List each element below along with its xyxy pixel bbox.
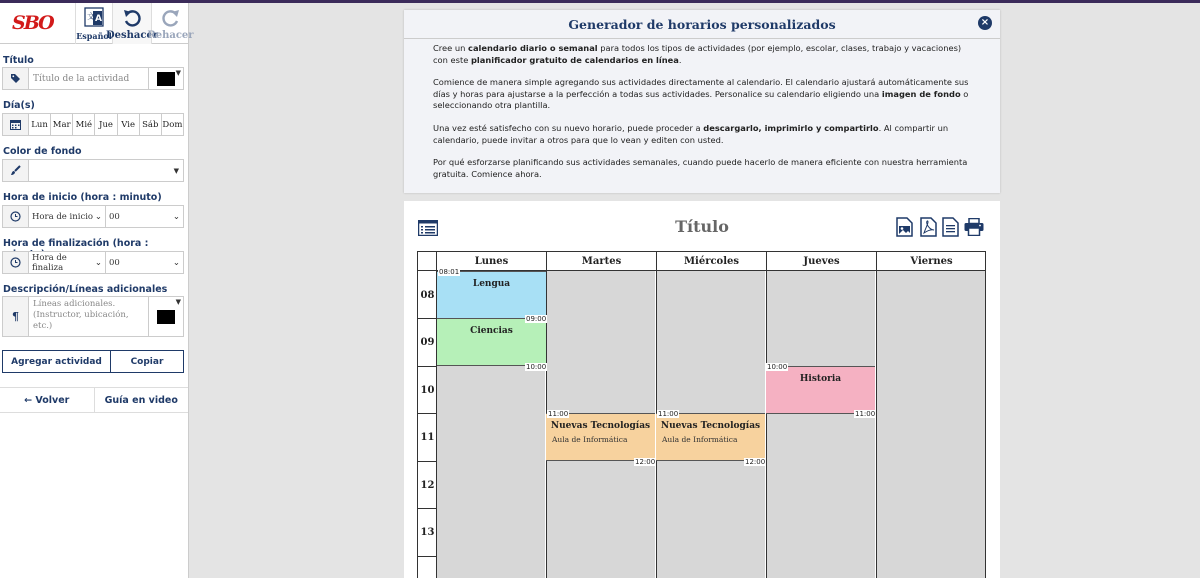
- end-minute-select[interactable]: [106, 252, 183, 273]
- clock-icon: [3, 206, 29, 227]
- hour-divider: [417, 318, 437, 319]
- chevron-down-icon: ⌄: [94, 211, 102, 222]
- info-paragraph-4: Por qué esforzarse planificando sus actividades semanales, cuando puede hacerlo de manera eficiente con nuestra herramienta gratuita. Comience ahora.: [433, 157, 968, 179]
- info-paragraph-1: Cree un calendario diario o semanal para todos los tipos de actividades (por ejemplo, escolar, clases, trabajo y vacaciones) con este planificador gratuito de calendarios en línea.: [433, 43, 962, 65]
- end-time-row: [2, 251, 184, 274]
- event-title: Ciencias: [470, 326, 513, 336]
- start-minute-select[interactable]: [106, 206, 183, 227]
- days-row: [2, 113, 184, 136]
- day-header: Lunes: [436, 251, 546, 271]
- day-column[interactable]: [876, 271, 986, 578]
- logo[interactable]: [12, 9, 56, 37]
- chevron-down-icon: ⌄: [172, 257, 180, 268]
- event-end-time: 09:00: [526, 315, 547, 323]
- document-export-icon[interactable]: [942, 217, 959, 237]
- redo-button[interactable]: [147, 3, 194, 44]
- svg-text:A: A: [95, 14, 102, 24]
- image-export-icon[interactable]: [896, 217, 913, 237]
- logo-text: SBO: [12, 12, 53, 34]
- event-block[interactable]: [437, 271, 546, 319]
- title-color-picker[interactable]: ▼: [149, 68, 183, 89]
- info-paragraph-3: Una vez esté satisfecho con su nuevo horario, puede proceder a descargarlo, imprimirlo y compartirlo. Al compartir un calendario, puede invitar a otros para que lo vean y editen con usted.: [433, 123, 949, 145]
- event-start-time: 10:00: [767, 363, 788, 371]
- bgcolor-label: Color de fondo: [3, 146, 82, 157]
- day-toggle[interactable]: Jue: [95, 114, 117, 135]
- event-end-time: 12:00: [745, 458, 766, 466]
- chevron-down-icon: ⌄: [94, 257, 102, 268]
- event-title: Historia: [799, 374, 842, 384]
- start-minute-value: 00: [109, 211, 120, 222]
- day-toggle[interactable]: Sáb: [140, 114, 162, 135]
- description-input[interactable]: Líneas adicionales. (Instructor, ubicación, etc.): [29, 297, 149, 336]
- day-toggle[interactable]: Dom: [162, 119, 183, 130]
- end-time-label: Hora de finalización (hora :: [3, 238, 149, 249]
- back-button[interactable]: ← Volver: [0, 388, 95, 412]
- redo-label: Rehacer: [147, 30, 194, 41]
- start-hour-select[interactable]: [29, 206, 106, 227]
- event-title: Nuevas Tecnologías: [660, 421, 761, 431]
- calendar-icon: [3, 114, 29, 135]
- hour-divider: [417, 508, 437, 509]
- info-panel: [404, 10, 1000, 193]
- event-start-time: 11:00: [548, 410, 569, 418]
- start-hour-value: Hora de inicio: [32, 211, 94, 222]
- day-toggle[interactable]: Mar: [51, 114, 73, 135]
- video-guide-button[interactable]: Guía en video: [104, 394, 178, 406]
- event-start-time: 11:00: [658, 410, 679, 418]
- hour-divider: [417, 556, 437, 557]
- start-time-label: Hora de inicio (hora : minuto): [3, 192, 162, 203]
- event-start-time: 08:01: [439, 268, 460, 276]
- hour-divider: [417, 366, 437, 367]
- event-end-time: 10:00: [526, 363, 547, 371]
- sidebar-footer: [0, 387, 188, 413]
- event-description: Aula de Informática: [662, 435, 738, 444]
- event-block[interactable]: [437, 318, 546, 366]
- event-title: Nuevas Tecnologías: [550, 421, 651, 431]
- redo-icon: [161, 8, 181, 28]
- undo-button[interactable]: [105, 3, 159, 44]
- event-block[interactable]: [656, 413, 765, 461]
- day-header: Viernes: [876, 251, 986, 271]
- add-activity-button[interactable]: Agregar actividad: [2, 350, 111, 373]
- description-label: Descripción/Líneas adicionales: [3, 284, 168, 295]
- info-paragraph-2: Comience de manera simple agregando sus actividades directamente al calendario. El calendario ajustará automáticamente sus días y horas para ajustarse a la perfección a todas sus actividades. Personalice su calendario eligiendo una imagen de fondo o seleccionando otra plantilla.: [433, 77, 969, 110]
- event-end-time: 12:00: [635, 458, 656, 466]
- day-toggle[interactable]: Vie: [118, 114, 140, 135]
- undo-icon: [122, 8, 142, 28]
- brush-icon: [3, 160, 29, 181]
- schedule-panel: [404, 201, 1000, 578]
- chevron-down-icon: ⌄: [172, 211, 180, 222]
- event-title: Lengua: [472, 279, 511, 289]
- hour-label: 12: [420, 480, 435, 491]
- day-header: Miércoles: [656, 251, 766, 271]
- description-color-picker[interactable]: ▼: [149, 297, 183, 336]
- end-hour-value: Hora de finaliza: [32, 252, 67, 273]
- day-toggle[interactable]: Mié: [73, 114, 95, 135]
- title-row: [2, 67, 184, 90]
- event-end-time: 11:00: [855, 410, 876, 418]
- hour-divider: [417, 413, 437, 414]
- day-selector: [29, 114, 183, 135]
- close-icon[interactable]: ×: [978, 16, 992, 30]
- paragraph-icon: ¶: [3, 297, 29, 336]
- day-toggle[interactable]: Lun: [29, 114, 51, 135]
- title-label: Título: [3, 55, 34, 66]
- schedule-title[interactable]: Título: [675, 217, 729, 236]
- event-description: Aula de Informática: [552, 435, 628, 444]
- start-time-row: [2, 205, 184, 228]
- bgcolor-row: [2, 159, 184, 182]
- copy-button[interactable]: Copiar: [110, 350, 184, 373]
- day-header: Martes: [546, 251, 656, 271]
- print-icon[interactable]: [964, 218, 984, 236]
- sidebar: [0, 3, 194, 578]
- hour-label: 11: [420, 432, 435, 443]
- title-input[interactable]: Título de la actividad: [29, 68, 149, 89]
- sidebar-toolbar: [0, 3, 194, 44]
- divider: [404, 38, 1000, 39]
- bgcolor-select[interactable]: ▼: [173, 166, 179, 175]
- end-minute-value: 00: [109, 257, 120, 268]
- language-label: Español: [76, 31, 112, 41]
- translate-icon: [84, 7, 104, 29]
- hour-label: 08: [420, 290, 435, 301]
- hour-label: 09: [420, 337, 435, 348]
- end-hour-select[interactable]: [29, 252, 106, 273]
- days-label: Día(s): [3, 100, 35, 111]
- day-column[interactable]: [766, 271, 875, 578]
- hour-divider: [417, 461, 437, 462]
- pdf-export-icon[interactable]: [920, 217, 937, 237]
- event-block[interactable]: [546, 413, 655, 461]
- description-row: [2, 296, 184, 337]
- day-header: Jueves: [766, 251, 876, 271]
- hour-label: 10: [420, 385, 435, 396]
- event-block[interactable]: [766, 366, 875, 414]
- svg-text:文: 文: [87, 12, 95, 21]
- hour-label: 13: [420, 527, 435, 538]
- undo-label: Deshacer: [105, 30, 159, 41]
- tag-icon: [3, 68, 29, 89]
- clock-icon: [3, 252, 29, 273]
- info-title: Generador de horarios personalizados: [568, 17, 836, 32]
